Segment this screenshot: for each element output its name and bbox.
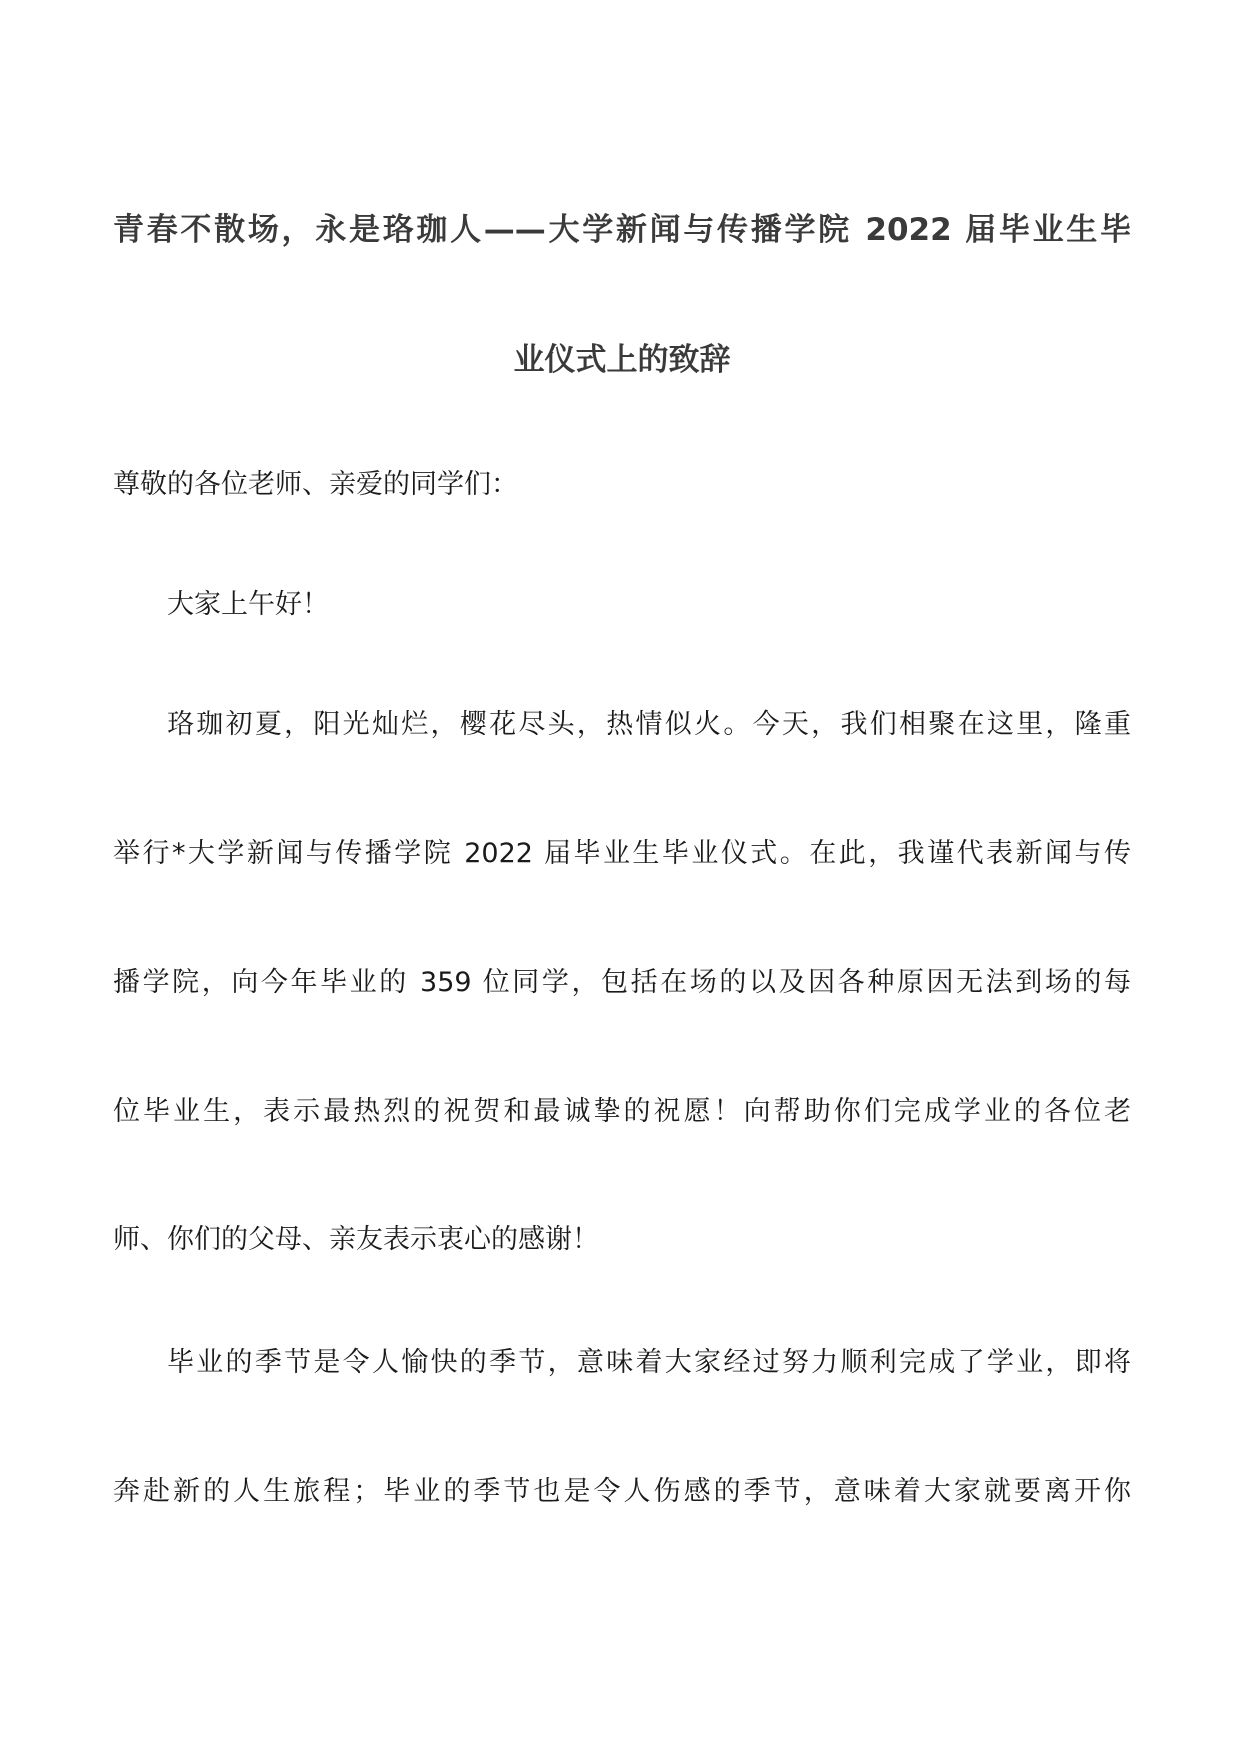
- paragraph-1-line-4: 位毕业生，表示最热烈的祝贺和最诚挚的祝愿！向帮助你们完成学业的各位老: [113, 1096, 1131, 1127]
- paragraph-1-line-1: 珞珈初夏，阳光灿烂，樱花尽头，热情似火。今天，我们相聚在这里，隆重: [167, 709, 1131, 740]
- greeting: 大家上午好！: [167, 589, 329, 620]
- paragraph-2-line-1: 毕业的季节是令人愉快的季节，意味着大家经过努力顺利完成了学业，即将: [167, 1347, 1131, 1378]
- document-title-line-1: 青春不散场，永是珞珈人——大学新闻与传播学院 2022 届毕业生毕: [113, 212, 1131, 248]
- paragraph-1-line-5: 师、你们的父母、亲友表示衷心的感谢！: [113, 1224, 599, 1255]
- paragraph-2-line-2: 奔赴新的人生旅程；毕业的季节也是令人伤感的季节，意味着大家就要离开你: [113, 1476, 1131, 1507]
- paragraph-1-line-2: 举行*大学新闻与传播学院 2022 届毕业生毕业仪式。在此，我谨代表新闻与传: [113, 838, 1131, 869]
- paragraph-1-line-3: 播学院，向今年毕业的 359 位同学，包括在场的以及因各种原因无法到场的每: [113, 967, 1131, 998]
- document-title-line-2: 业仪式上的致辞: [513, 342, 731, 378]
- salutation: 尊敬的各位老师、亲爱的同学们：: [113, 469, 518, 500]
